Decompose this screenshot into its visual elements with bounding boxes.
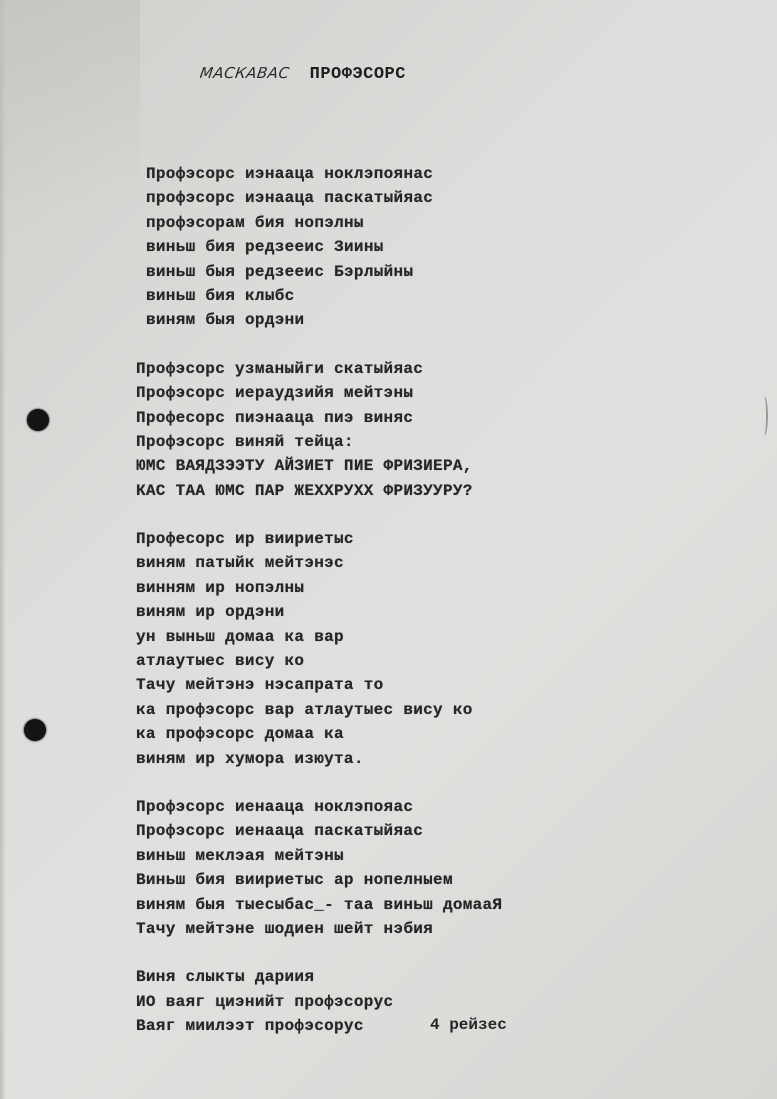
poem-line: Тачу мейтэне шодиен шейт нэбия <box>136 919 434 938</box>
poem-line: винням ир нопэлны <box>136 578 305 597</box>
poem-line: ЮМС ВАЯДЗЭЭТУ АЙЗИЕТ ПИЕ ФРИЗИЕРА, <box>136 457 473 476</box>
stanza-2 <box>136 357 502 503</box>
stanza-4 <box>136 795 502 941</box>
poem-line: виням ир ордэни <box>136 603 285 622</box>
paper-fold-shading <box>0 0 140 300</box>
poem-line: атлаутыес вису ко <box>136 652 305 671</box>
poem-line: ИО ваяг циэнийт профэсорус <box>136 992 394 1011</box>
poem-line: Профэсорс иераудзийя мейтэны <box>136 384 414 403</box>
poem-line: виньш меклэая мейтэны <box>136 846 344 865</box>
poem-line: КАС ТАА ЮМС ПАР ЖЕХХРУХХ ФРИЗУУРУ? <box>136 481 473 500</box>
poem-line: виньш бия клыбс <box>146 286 295 305</box>
title-typed: ПРОФЭСОРС <box>309 65 406 84</box>
poem-line: ка профэсорс вар атлаутыес вису ко <box>136 700 473 719</box>
poem-line: виням быя ордэни <box>146 311 305 330</box>
stanza-1 <box>146 162 502 333</box>
poem-line: Профэсорс иенааца ноклэпояас <box>136 797 414 816</box>
punch-hole-bottom <box>24 719 46 741</box>
poem-line: Виня слыкты дариия <box>136 968 315 987</box>
paper-edge-shadow <box>0 0 6 1099</box>
document-title <box>200 64 406 84</box>
poem-line: Професорс пиэнааца пиэ виняс <box>136 408 414 427</box>
poem-line: Ваяг миилээт профэсорус <box>136 1017 364 1036</box>
poem-line: Тачу мейтэнэ нэсапрата то <box>136 676 384 695</box>
poem-line: Профэсорс иенааца паскатыйяас <box>136 822 424 841</box>
stanza-3 <box>136 527 502 771</box>
poem-line: виням быя тыесыбас_- таа виньш домааЯ <box>136 895 503 914</box>
poem-line: виням ир хумора изюута. <box>136 749 364 768</box>
poem-line: профэсорс иэнааца паскатыйяас <box>146 189 434 208</box>
poem-line: виням патыйк мейтэнэс <box>136 554 344 573</box>
poem-body <box>136 162 502 1063</box>
poem-line: Професорс ир виириетыс <box>136 530 354 549</box>
poem-line: виньш быя редзееис Бэрлыйны <box>146 262 414 281</box>
poem-line: виньш бия редзееис Зиины <box>146 238 384 257</box>
title-handwritten: МАСКАВАС <box>198 64 291 82</box>
poem-line: Профэсорс виняй тейца: <box>136 432 354 451</box>
footer-note: 4 рейзес <box>430 1016 507 1034</box>
poem-line: профэсорам бия нопэлны <box>146 213 364 232</box>
poem-line: Профэсорс иэнааца ноклэпоянас <box>146 165 434 183</box>
poem-line: ун выньш домаа ка вар <box>136 627 344 646</box>
poem-line: ка профэсорс домаа ка <box>136 725 344 744</box>
punch-hole-top <box>27 409 49 431</box>
paper-edge-mark <box>760 396 768 436</box>
poem-line: Виньш бия виириетыс ар нопелныем <box>136 871 453 890</box>
poem-line: Профэсорс узманыйги скатыйяас <box>136 359 424 378</box>
